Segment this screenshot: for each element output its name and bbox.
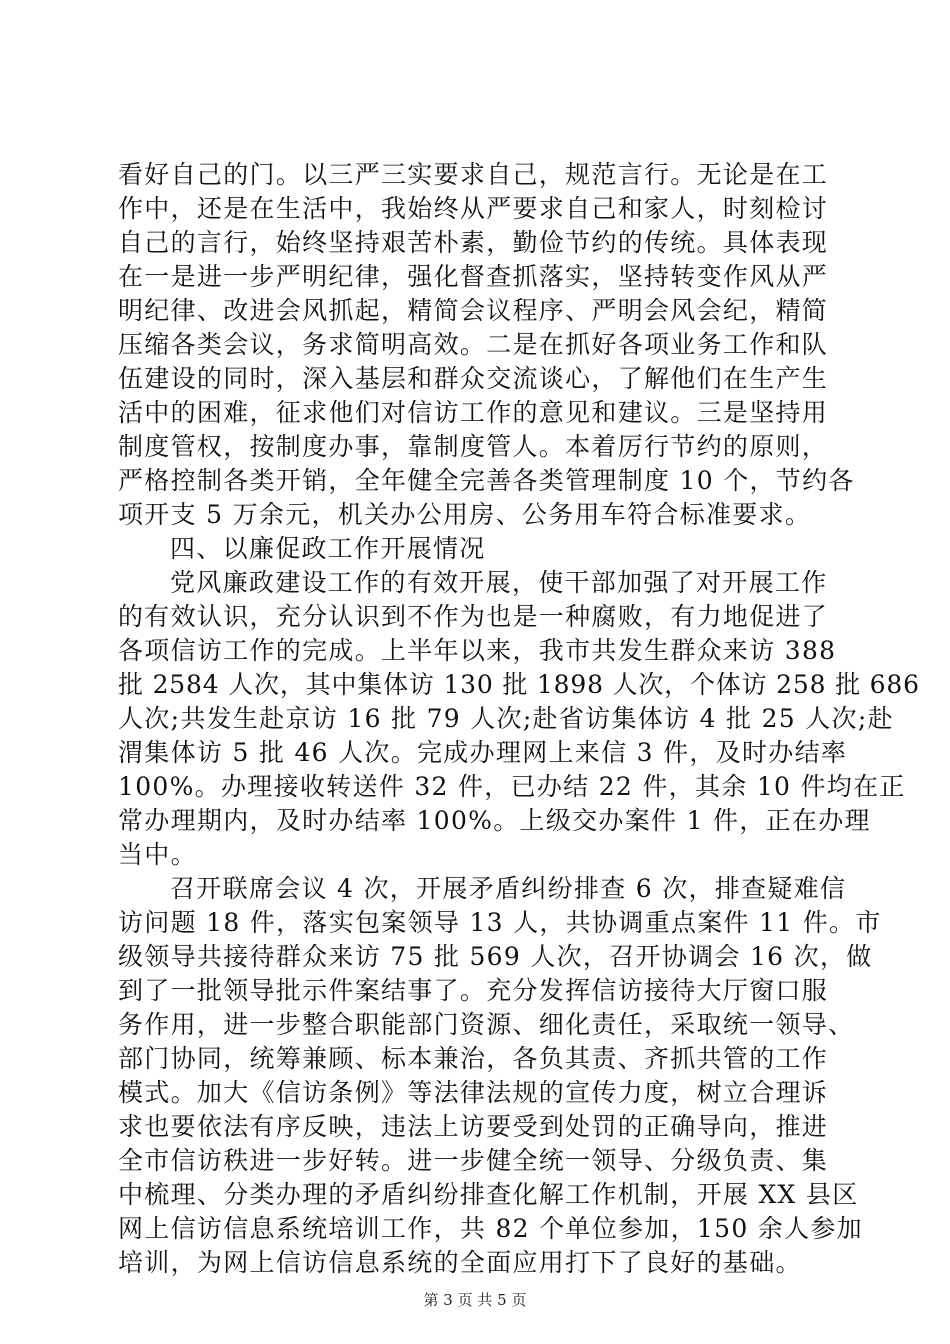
text-line: 到了一批领导批示件案结事了。充分发挥信访接待大厅窗口服 (118, 976, 829, 1005)
text-line: 培训，为网上信访信息系统的全面应用打下了良好的基础。 (118, 1248, 802, 1277)
section-heading: 四、以廉促政工作开展情况 (170, 534, 486, 563)
text-line: 务作用，进一步整合职能部门资源、细化责任，采取统一领导、 (118, 1010, 855, 1039)
text-line: 召开联席会议 4 次，开展矛盾纠纷排查 6 次，排查疑难信 (170, 874, 847, 903)
text-line: 批 2584 人次，其中集体访 130 批 1898 人次，个体访 258 批 686 (118, 670, 920, 699)
text-line: 在一是进一步严明纪律，强化督查抓落实，坚持转变作风从严 (118, 262, 829, 291)
text-line: 自己的言行，始终坚持艰苦朴素，勤俭节约的传统。具体表现 (118, 228, 829, 257)
text-line: 党风廉政建设工作的有效开展，使干部加强了对开展工作 (170, 568, 828, 597)
text-line: 看好自己的门。以三严三实要求自己，规范言行。无论是在工 (118, 160, 829, 189)
page-number: 第 3 页 共 5 页 (423, 1291, 527, 1309)
text-line: 渭集体访 5 批 46 人次。完成办理网上来信 3 件，及时办结率 (118, 738, 848, 767)
text-line: 严格控制各类开销，全年健全完善各类管理制度 10 个，节约各 (118, 466, 855, 495)
text-line: 伍建设的同时，深入基层和群众交流谈心，了解他们在生产生 (118, 364, 829, 393)
text-line: 活中的困难，征求他们对信访工作的意见和建议。三是坚持用 (118, 398, 829, 427)
text-line: 压缩各类会议，务求简明高效。二是在抓好各项业务工作和队 (118, 330, 829, 359)
text-line: 中梳理、分类办理的矛盾纠纷排查化解工作机制，开展 XX 县区 (118, 1180, 859, 1209)
text-line: 常办理期内，及时办结率 100%。上级交办案件 1 件，正在办理 (118, 806, 871, 835)
text-line: 部门协同，统筹兼顾、标本兼治，各负其责、齐抓共管的工作 (118, 1044, 829, 1073)
text-line: 模式。加大《信访条例》等法律法规的宣传力度，树立合理诉 (118, 1078, 829, 1107)
text-line: 求也要依法有序反映，违法上访要受到处罚的正确导向，推进 (118, 1112, 829, 1141)
text-line: 制度管权，按制度办事，靠制度管人。本着厉行节约的原则， (118, 432, 829, 461)
text-line: 网上信访信息系统培训工作，共 82 个单位参加，150 余人参加 (118, 1214, 863, 1243)
text-line: 人次;共发生赴京访 16 批 79 人次;赴省访集体访 4 批 25 人次;赴 (118, 704, 894, 733)
text-line: 作中，还是在生活中，我始终从严要求自己和家人，时刻检讨 (118, 194, 829, 223)
text-line: 当中。 (118, 840, 197, 869)
text-line: 全市信访秩进一步好转。进一步健全统一领导、分级负责、集 (118, 1146, 829, 1175)
text-line: 级领导共接待群众来访 75 批 569 人次，召开协调会 16 次，做 (118, 942, 873, 971)
text-line: 100%。办理接收转送件 32 件，已办结 22 件，其余 10 件均在正 (118, 772, 906, 801)
page-footer (0, 1290, 950, 1310)
text-line: 明纪律、改进会风抓起，精简会议程序、严明会风会纪，精简 (118, 296, 829, 325)
text-line: 项开支 5 万余元，机关办公用房、公务用车符合标准要求。 (118, 500, 812, 529)
text-line: 访问题 18 件，落实包案领导 13 人，共协调重点案件 11 件。市 (118, 908, 882, 937)
text-line: 的有效认识，充分认识到不作为也是一种腐败，有力地促进了 (118, 602, 829, 631)
text-line: 各项信访工作的完成。上半年以来，我市共发生群众来访 388 (118, 636, 837, 665)
